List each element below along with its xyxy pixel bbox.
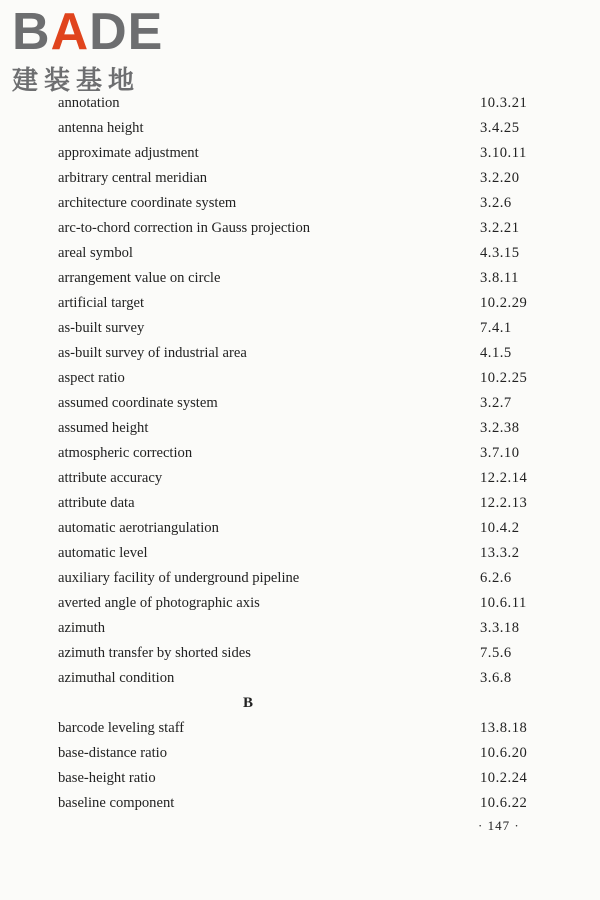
entry-reference: 6.2.6 [480, 570, 512, 586]
entry-term: azimuthal condition [58, 670, 175, 686]
index-entry [58, 316, 558, 341]
entry-term: attribute data [58, 495, 135, 511]
entry-term: azimuth [58, 620, 106, 636]
index-entry [58, 741, 558, 766]
entry-reference: 3.2.38 [480, 420, 520, 436]
index-entry [58, 591, 558, 616]
logo-letter-b: B [12, 3, 51, 61]
entry-term: architecture coordinate system [58, 195, 237, 211]
entry-reference: 3.2.21 [480, 220, 520, 236]
index-entry [58, 516, 558, 541]
entry-reference: 3.3.18 [480, 620, 520, 636]
entry-term: automatic level [58, 545, 148, 561]
entry-term: approximate adjustment [58, 145, 199, 161]
index-entry [58, 766, 558, 791]
index-entry [58, 441, 558, 466]
index-entry [58, 341, 558, 366]
index-entry [58, 666, 558, 691]
entry-reference: 10.3.21 [480, 95, 528, 111]
entry-reference: 3.6.8 [480, 670, 512, 686]
page-number: · 147 · [478, 818, 520, 833]
bade-logo [12, 3, 182, 97]
entry-reference: 3.4.25 [480, 120, 520, 136]
entry-reference: 3.2.6 [480, 195, 512, 211]
entry-term: azimuth transfer by shorted sides [58, 645, 251, 661]
index-entry [58, 491, 558, 516]
index-entry [58, 191, 558, 216]
entry-reference: 10.4.2 [480, 520, 520, 536]
entry-reference: 3.2.7 [480, 395, 512, 411]
index-entry [58, 366, 558, 391]
index-entry [58, 791, 558, 816]
entry-reference: 13.8.18 [480, 720, 528, 736]
index-entry [58, 416, 558, 441]
logo-subtitle: 建装基地 [12, 66, 141, 96]
entry-reference: 10.2.25 [480, 370, 528, 386]
section-heading-b: B [242, 695, 253, 711]
entry-term: as-built survey [58, 320, 145, 336]
index-entry [58, 291, 558, 316]
entry-reference: 12.2.13 [480, 495, 528, 511]
entry-term: auxiliary facility of underground pipeline [58, 570, 300, 586]
index-entry [58, 391, 558, 416]
entry-reference: 10.2.24 [480, 770, 528, 786]
index-entry [58, 116, 558, 141]
index-entry [58, 566, 558, 591]
entry-term: annotation [58, 95, 120, 111]
entry-reference: 7.4.1 [480, 320, 512, 336]
entry-term: atmospheric correction [58, 445, 193, 461]
index-entry [58, 216, 558, 241]
entry-reference: 3.10.11 [480, 145, 527, 161]
entry-reference: 4.1.5 [480, 345, 512, 361]
logo-wordmark [12, 3, 182, 61]
entry-reference: 4.3.15 [480, 245, 520, 261]
entry-term: assumed height [58, 420, 149, 436]
entry-term: arc-to-chord correction in Gauss projection [58, 220, 311, 236]
index-entry [58, 641, 558, 666]
entry-term: artificial target [58, 295, 145, 311]
entry-reference: 3.8.11 [480, 270, 519, 286]
index-entry [58, 541, 558, 566]
entry-term: baseline component [58, 795, 175, 811]
entry-term: averted angle of photographic axis [58, 595, 260, 611]
entry-reference: 12.2.14 [480, 470, 528, 486]
entry-term: assumed coordinate system [58, 395, 218, 411]
entry-term: arrangement value on circle [58, 270, 221, 286]
entry-reference: 7.5.6 [480, 645, 512, 661]
index-entry [58, 166, 558, 191]
index-entry [58, 91, 558, 116]
index-entry [58, 466, 558, 491]
entry-reference: 10.6.20 [480, 745, 528, 761]
logo-letters-de: DE [89, 3, 164, 61]
entry-term: attribute accuracy [58, 470, 163, 486]
index-entry [58, 241, 558, 266]
entry-term: arbitrary central meridian [58, 170, 208, 186]
entry-term: base-distance ratio [58, 745, 167, 761]
entry-reference: 3.7.10 [480, 445, 520, 461]
logo-letter-a: A [50, 3, 90, 61]
entry-reference: 10.6.11 [480, 595, 527, 611]
entry-reference: 10.6.22 [480, 795, 528, 811]
entry-term: antenna height [58, 120, 144, 136]
entry-term: aspect ratio [58, 370, 125, 386]
entry-term: as-built survey of industrial area [58, 345, 247, 361]
entry-reference: 10.2.29 [480, 295, 528, 311]
entry-reference: 3.2.20 [480, 170, 520, 186]
index-entry [58, 716, 558, 741]
section-b-list [58, 716, 558, 816]
section-a-list [58, 91, 558, 691]
index-entry [58, 141, 558, 166]
index-entry [58, 266, 558, 291]
entry-term: areal symbol [58, 245, 133, 261]
entry-reference: 13.3.2 [480, 545, 520, 561]
entry-term: automatic aerotriangulation [58, 520, 219, 536]
index-entry [58, 616, 558, 641]
entry-term: barcode leveling staff [58, 720, 185, 736]
entry-term: base-height ratio [58, 770, 156, 786]
index-entries [58, 91, 558, 816]
